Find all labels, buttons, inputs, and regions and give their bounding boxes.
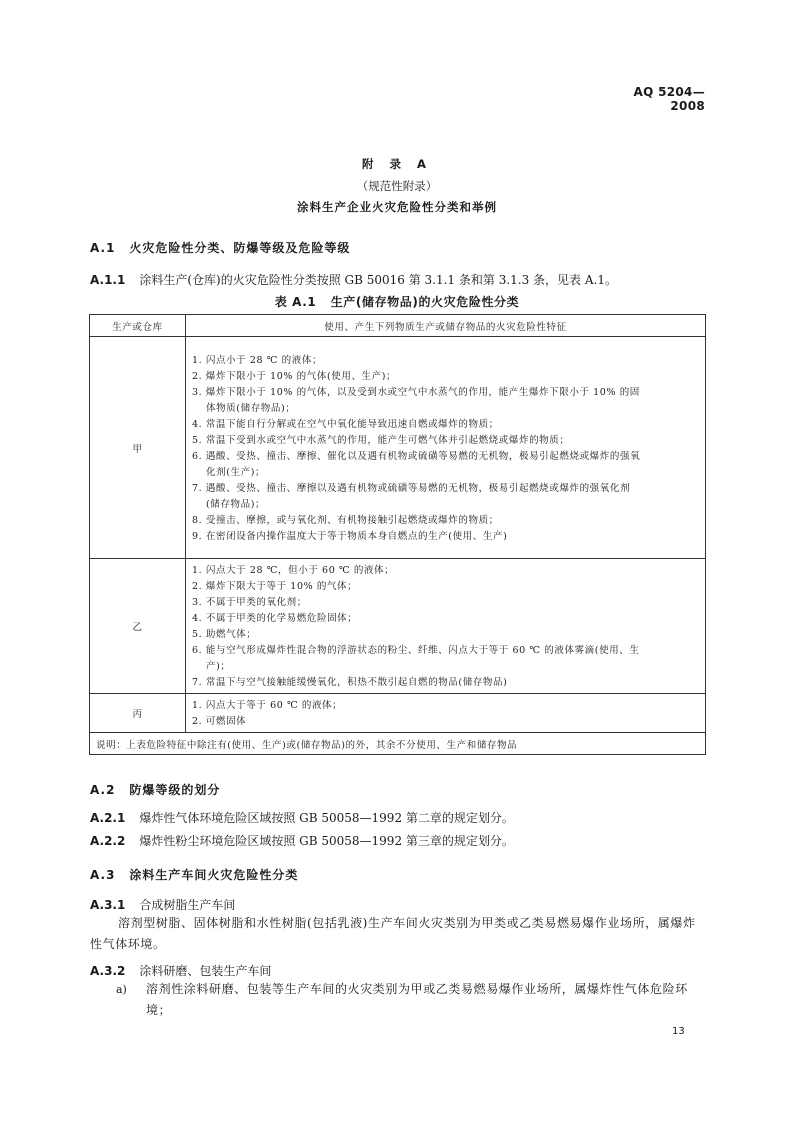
section-number: A.3 (90, 868, 116, 882)
clause-text: 涂料生产(仓库)的火灾危险性分类按照 GB 50016 第 3.1.1 条和第 3.1.3 条，见表 A.1。 (139, 273, 617, 287)
column-header-category: 生产或仓库 (90, 315, 186, 337)
clause-text: 爆炸性粉尘环境危险区域按照 GB 50058—1992 第三章的规定划分。 (139, 834, 514, 848)
table-note-row (90, 733, 706, 755)
feature-item: 1. 闪点大于 28 ℃，但小于 60 ℃ 的液体； (192, 565, 395, 576)
section-number: A.2 (90, 783, 116, 797)
feature-item: 产)； (206, 661, 231, 672)
table-row (90, 559, 706, 694)
clause-title: 合成树脂生产车间 (139, 898, 236, 912)
clause-number: A.2.1 (90, 811, 126, 825)
appendix-heading: 涂料生产企业火灾危险性分类和举例 (297, 200, 497, 214)
feature-item: 1. 闪点大于等于 60 ℃ 的液体； (192, 700, 343, 711)
table-caption-number: 表 A.1 (274, 295, 317, 309)
feature-item: 体物质(储存物品)； (206, 402, 296, 414)
table-caption (88, 293, 706, 310)
table-note: 说明：上表危险特征中除注有(使用、生产)或(储存物品)的外，其余不分使用、生产和储存物品 (90, 733, 706, 755)
clause-a32-heading (90, 962, 710, 979)
feature-item: 3. 不属于甲类的氧化剂； (192, 597, 307, 608)
category-cell: 丙 (90, 694, 186, 733)
fire-hazard-table (89, 314, 706, 755)
clause-title: 涂料研磨、包装生产车间 (139, 964, 272, 978)
feature-item: 1. 闪点小于 28 ℃ 的液体； (192, 354, 323, 366)
section-a2-heading (90, 781, 710, 798)
category-cell: 甲 (90, 337, 186, 559)
list-item-label: a) (116, 983, 127, 996)
clause-a22 (90, 832, 710, 849)
standard-code: AQ 5204—2008 (633, 85, 705, 113)
features-cell (186, 337, 706, 559)
feature-item: 4. 不属于甲类的化学易燃危险固体； (192, 613, 358, 624)
clause-number: A.3.2 (90, 964, 126, 978)
feature-item: 3. 爆炸下限小于 10% 的气体，以及受到水或空气中水蒸气的作用，能产生爆炸下限小于 10% 的固 (192, 386, 640, 398)
feature-item: 2. 可燃固体 (192, 716, 247, 727)
feature-item: 7. 常温下与空气接触能缓慢氧化，积热不散引起自燃的物品(储存物品) (192, 677, 508, 688)
feature-item: 5. 常温下受到水或空气中水蒸气的作用，能产生可燃气体并引起燃烧或爆炸的物质； (192, 434, 570, 446)
feature-item: 6. 能与空气形成爆炸性混合物的浮游状态的粉尘、纤维、闪点大于等于 60 ℃ 的液体雾滴(使用、生 (192, 645, 640, 656)
list-item-text: 溶剂性涂料研磨、包装等生产车间的火灾类别为甲或乙类易燃易爆作业场所，属爆炸性气体危险环境； (146, 982, 688, 1017)
feature-item: 7. 遇酸、受热、撞击、摩擦以及遇有机物或硫磺等易燃的无机物，极易引起燃烧或爆炸的强氧化剂 (192, 482, 631, 494)
section-a1-heading (90, 239, 710, 256)
table-caption-title: 生产(储存物品)的火灾危险性分类 (330, 295, 520, 309)
section-a3-heading (90, 866, 710, 883)
features-cell (186, 694, 706, 733)
clause-a21 (90, 809, 710, 826)
feature-item: 4. 常温下能自行分解或在空气中氧化能导致迅速自燃或爆炸的物质； (192, 418, 499, 430)
page-number: 13 (672, 1026, 685, 1037)
section-title: 防爆等级的划分 (129, 783, 221, 797)
clause-text: 爆炸性气体环境危险区域按照 GB 50058—1992 第二章的规定划分。 (139, 811, 514, 825)
feature-item: 5. 助燃气体； (192, 629, 257, 640)
clause-a11 (90, 271, 710, 288)
section-title: 涂料生产车间火灾危险性分类 (129, 868, 299, 882)
feature-item: 6. 遇酸、受热、撞击、摩擦、催化以及遇有机物或硫磺等易燃的无机物，极易引起燃烧或爆炸的强氧 (192, 450, 641, 462)
features-cell (186, 559, 706, 694)
feature-item: (储存物品)； (206, 498, 266, 510)
appendix-subtitle: （规范性附录） (356, 179, 438, 193)
feature-item: 9. 在密闭设备内操作温度大于等于物质本身自燃点的生产(使用、生产) (192, 530, 508, 542)
clause-a31-heading (90, 896, 710, 913)
table-row (90, 337, 706, 559)
category-cell: 乙 (90, 559, 186, 694)
column-header-features: 使用、产生下列物质生产或储存物品的火灾危险性特征 (186, 315, 706, 337)
feature-item: 2. 爆炸下限大于等于 10% 的气体； (192, 581, 358, 592)
feature-item: 8. 受撞击、摩擦，或与氧化剂、有机物接触引起燃烧或爆炸的物质； (192, 514, 499, 526)
section-number: A.1 (90, 241, 116, 255)
feature-item: 2. 爆炸下限小于 10% 的气体(使用、生产)； (192, 370, 397, 382)
clause-number: A.2.2 (90, 834, 126, 848)
feature-item: 化剂(生产)； (206, 466, 266, 478)
table-row (90, 694, 706, 733)
section-title: 火灾危险性分类、防爆等级及危险等级 (129, 241, 351, 255)
appendix-title: 附 录 A (362, 157, 432, 171)
clause-number: A.3.1 (90, 898, 126, 912)
clause-number: A.1.1 (90, 273, 126, 287)
clause-a31-text: 溶剂型树脂、固体树脂和水性树脂(包括乳液)生产车间火灾类别为甲类或乙类易燃易爆作业场所，属爆炸性气体环境。 (90, 916, 696, 951)
table-header-row (90, 315, 706, 337)
